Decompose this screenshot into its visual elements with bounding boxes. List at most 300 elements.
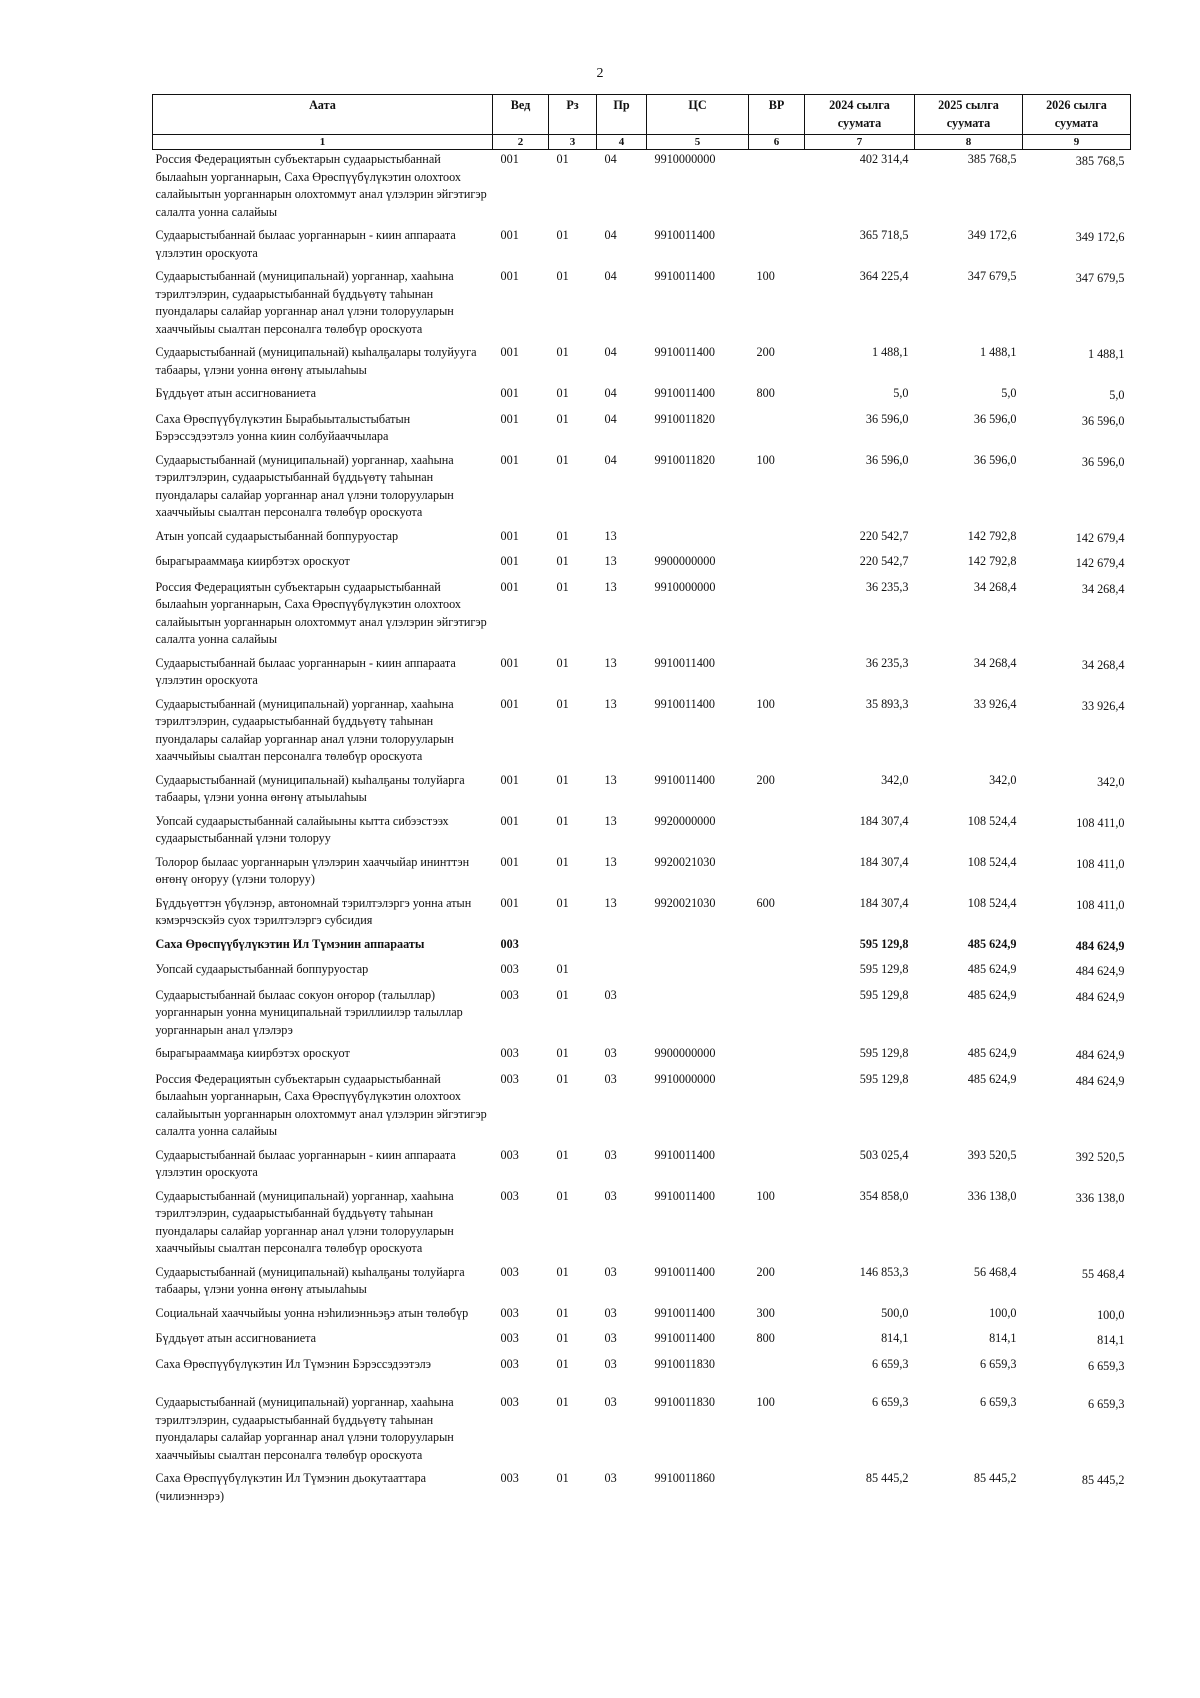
table-row: [153, 960, 1131, 986]
row-amount-2024: 814,1: [881, 1331, 909, 1345]
row-amount-2024: 595 129,8: [859, 962, 909, 976]
table-row: [153, 267, 1131, 343]
row-amount-2025: 108 524,4: [967, 895, 1017, 910]
row-amount-2025: 142 792,8: [967, 554, 1017, 568]
row-rz: 01: [556, 655, 569, 670]
row-pr: 04: [604, 345, 617, 359]
row-ved: 003: [500, 1331, 519, 1345]
row-cs: 9920000000: [654, 813, 716, 828]
row-ved: 001: [500, 528, 519, 543]
table-row: [153, 1044, 1131, 1070]
row-vr: 300: [756, 1305, 775, 1320]
row-vr: [749, 226, 805, 267]
row-cs: 9910011830: [654, 1395, 715, 1409]
row-amount-2025: 6 659,3: [979, 1395, 1017, 1409]
row-amount-2026: 1 488,1: [1087, 347, 1125, 361]
row-rz: 01: [556, 386, 569, 400]
row-vr: [749, 853, 805, 894]
row-pr: 13: [604, 579, 617, 594]
row-amount-2025: 393 520,5: [967, 1147, 1017, 1162]
row-vr: [749, 527, 805, 553]
row-ved: 003: [500, 1071, 519, 1086]
row-cs: 9910011820: [654, 452, 715, 467]
header-2024: 2024 сылга суумата: [805, 95, 915, 135]
row-name: Судаарыстыбаннай (муниципальнай) кыһалҕалары толуйууга табаары, үлэни уонна өҥөнү атыылаһыы: [155, 345, 477, 377]
row-amount-2026: 36 596,0: [1081, 454, 1125, 469]
row-amount-2026: 484 624,9: [1075, 1048, 1125, 1062]
row-pr: 03: [604, 1188, 617, 1203]
row-amount-2026: 385 768,5: [1075, 154, 1125, 168]
row-pr: 04: [604, 269, 617, 283]
row-rz: 01: [556, 772, 569, 787]
row-name: Саха Өрөспүүбүлүкэтин Ил Түмэнин дьокутааттара (чилиэннэрэ): [155, 1471, 426, 1503]
row-cs: 9910011400: [654, 228, 715, 242]
row-cs: 9900000000: [654, 554, 716, 568]
row-pr: 03: [604, 1046, 617, 1060]
row-name: Саха Өрөспүүбүлүкэтин Ил Түмэнин аппарааты: [155, 936, 425, 951]
row-amount-2026: 6 659,3: [1087, 1397, 1125, 1411]
row-pr: 13: [604, 696, 617, 711]
row-amount-2025: 385 768,5: [967, 152, 1017, 166]
row-vr: [749, 1469, 805, 1510]
table-row: [153, 226, 1131, 267]
row-pr: 03: [604, 1471, 617, 1485]
row-rz: 01: [556, 228, 569, 242]
row-cs: 9910000000: [654, 152, 716, 166]
row-ved: 003: [500, 1395, 519, 1409]
row-amount-2026: 108 411,0: [1076, 856, 1125, 871]
row-amount-2024: 354 858,0: [859, 1188, 909, 1203]
table-row: [153, 578, 1131, 654]
row-vr: [749, 935, 805, 961]
header-name: Аата: [153, 95, 493, 135]
row-amount-2025: 56 468,4: [973, 1264, 1017, 1279]
row-amount-2024: 402 314,4: [859, 152, 909, 166]
row-amount-2024: 184 307,4: [859, 813, 909, 828]
row-ved: 001: [500, 813, 519, 828]
row-amount-2026: 349 172,6: [1075, 230, 1125, 244]
row-vr: [749, 812, 805, 853]
row-cs: 9900000000: [654, 1046, 716, 1060]
row-ved: 001: [500, 554, 519, 568]
row-amount-2024: 6 659,3: [871, 1395, 909, 1409]
row-ved: 003: [500, 1264, 519, 1279]
row-pr: 13: [604, 554, 617, 568]
row-amount-2026: 142 679,4: [1075, 530, 1125, 545]
row-amount-2024: 595 129,8: [859, 1071, 909, 1086]
row-amount-2025: 34 268,4: [973, 655, 1017, 670]
row-amount-2024: 595 129,8: [859, 936, 909, 951]
row-cs: 9910011400: [654, 386, 715, 400]
row-ved: 003: [500, 1188, 519, 1203]
row-ved: 001: [500, 152, 519, 166]
table-row: [153, 1263, 1131, 1304]
row-amount-2024: 36 596,0: [865, 452, 909, 467]
row-ved: 001: [500, 579, 519, 594]
row-ved: 001: [500, 696, 519, 711]
row-name: Бүддьүөттэн үбүлэнэр, автономнай тэрилтэлэргэ уонна атын кэмэрчэскэйэ суох тэрилтэлэргэ субсидия: [155, 895, 472, 927]
row-amount-2025: 485 624,9: [967, 1046, 1017, 1060]
row-rz: 01: [556, 1264, 569, 1279]
row-cs: 9910000000: [654, 579, 716, 594]
row-amount-2025: 814,1: [989, 1331, 1017, 1345]
table-row: [153, 1329, 1131, 1355]
column-number: 8: [915, 135, 1023, 150]
column-number: 6: [749, 135, 805, 150]
row-vr: 100: [756, 1188, 775, 1203]
row-amount-2026: 5,0: [1109, 388, 1125, 402]
row-cs: 9910011400: [654, 1188, 715, 1203]
row-amount-2024: 35 893,3: [865, 696, 909, 711]
row-amount-2026: 6 659,3: [1087, 1358, 1125, 1373]
row-amount-2025: 34 268,4: [973, 579, 1017, 594]
row-amount-2024: 85 445,2: [865, 1471, 909, 1485]
row-name: Бүддьүөт атын ассигнованиета: [155, 386, 316, 400]
table-row: [153, 654, 1131, 695]
row-pr: 04: [604, 228, 617, 242]
row-amount-2026: 100,0: [1097, 1307, 1125, 1322]
row-ved: 003: [500, 1147, 519, 1162]
row-rz: 01: [556, 554, 569, 568]
row-name: Саха Өрөспүүбүлүкэтин Ил Түмэнин Бэрэссэдээтэлэ: [155, 1356, 431, 1371]
row-name: Судаарыстыбаннай (муниципальнай) уорганнар, хааһына тэрилтэлэрин, судаарыстыбаннай бүддьүөтү таһынан пуондалары салайар уорганнар анал үлэни толорууларын хааччыйыы сыалтан персоналга төлөбүр ороскуота: [155, 1188, 454, 1255]
row-amount-2024: 36 596,0: [865, 411, 909, 426]
row-pr: 13: [604, 895, 617, 910]
table-row: [153, 986, 1131, 1045]
row-rz: 01: [556, 895, 569, 910]
row-rz: 01: [556, 579, 569, 594]
row-amount-2026: 55 468,4: [1081, 1266, 1125, 1281]
header-vr: ВР: [749, 95, 805, 135]
row-name: Судаарыстыбаннай (муниципальнай) уорганнар, хааһына тэрилтэлэрин, судаарыстыбаннай бүддьүөтү таһынан пуондалары салайар уорганнар анал үлэни толорууларын хааччыйыы сыалтан персоналга төлөбүр ороскуота: [155, 452, 454, 519]
row-pr: 03: [604, 1395, 617, 1409]
row-cs: [647, 986, 749, 1045]
table-row: [153, 1355, 1131, 1394]
row-amount-2024: 365 718,5: [859, 228, 909, 242]
row-pr: 13: [604, 655, 617, 670]
row-pr: 13: [604, 528, 617, 543]
row-rz: 01: [556, 696, 569, 711]
row-amount-2026: 484 624,9: [1075, 989, 1125, 1004]
row-vr: [749, 960, 805, 986]
row-amount-2025: 6 659,3: [979, 1356, 1017, 1371]
row-name: Судаарыстыбаннай (муниципальнай) кыһалҕаны толуйарга табаары, үлэни уонна өҥөнү атыылаһыы: [155, 772, 465, 804]
row-name: Уопсай судаарыстыбаннай боппуруостар: [155, 962, 369, 976]
row-cs: 9920021030: [654, 854, 716, 869]
row-amount-2025: 485 624,9: [967, 962, 1017, 976]
row-amount-2026: 392 520,5: [1075, 1149, 1125, 1164]
row-amount-2025: 342,0: [989, 772, 1017, 787]
row-cs: 9910011820: [654, 411, 715, 426]
table-row: [153, 771, 1131, 812]
row-pr: 13: [604, 813, 617, 828]
row-cs: 9910000000: [654, 1071, 716, 1086]
table-row: [153, 150, 1131, 227]
row-vr: [749, 1355, 805, 1394]
row-vr: 100: [756, 1395, 775, 1409]
row-ved: 003: [500, 962, 519, 976]
row-amount-2026: 34 268,4: [1081, 581, 1125, 596]
row-vr: 200: [756, 772, 775, 787]
row-amount-2026: 108 411,0: [1076, 897, 1125, 912]
table-row: [153, 1070, 1131, 1146]
row-rz: 01: [556, 411, 569, 426]
row-amount-2026: 33 926,4: [1081, 698, 1125, 713]
row-name: Судаарыстыбаннай (муниципальнай) уорганнар, хааһына тэрилтэлэрин, судаарыстыбаннай бүддьүөтү таһынан пуондалары салайар уорганнар анал үлэни толорууларын хааччыйыы сыалтан персоналга төлөбүр ороскуота: [155, 696, 454, 763]
row-cs: 9910011400: [654, 655, 715, 670]
table-row: [153, 695, 1131, 771]
row-vr: [749, 1044, 805, 1070]
row-ved: 003: [500, 1471, 519, 1485]
row-ved: 001: [500, 854, 519, 869]
row-amount-2024: 220 542,7: [859, 554, 909, 568]
row-name: Россия Федерациятын субъектарын судаарыстыбаннай былааһын уорганнарын, Саха Өрөспүүбүлүкэтин олохтоох салайыытын уорганнарын олохтоммут анал үлэлэрин эйгэтигэр салалта уонна салайыы: [155, 152, 487, 219]
row-amount-2026: 36 596,0: [1081, 413, 1125, 428]
row-amount-2024: 146 853,3: [859, 1264, 909, 1279]
row-cs: 9920021030: [654, 895, 716, 910]
row-amount-2024: 595 129,8: [859, 987, 909, 1002]
row-vr: [749, 1070, 805, 1146]
row-pr: 03: [604, 1356, 617, 1371]
row-rz: 01: [556, 1395, 569, 1409]
table-row: [153, 451, 1131, 527]
row-ved: 001: [500, 269, 519, 283]
row-cs: 9910011400: [654, 1331, 715, 1345]
row-pr: 03: [604, 1147, 617, 1162]
row-amount-2026: 484 624,9: [1075, 964, 1125, 978]
row-name: Судаарыстыбаннай (муниципальнай) уорганнар, хааһына тэрилтэлэрин, судаарыстыбаннай бүддьүөтү таһынан пуондалары салайар уорганнар анал үлэни толорууларын хааччыйыы сыалтан персоналга төлөбүр ороскуота: [155, 269, 454, 336]
row-amount-2025: 485 624,9: [967, 987, 1017, 1002]
row-amount-2025: 100,0: [989, 1305, 1017, 1320]
table-row: [153, 812, 1131, 853]
row-rz: 01: [556, 1471, 569, 1485]
row-vr: 100: [756, 696, 775, 711]
header-rz: Рз: [549, 95, 597, 135]
row-amount-2025: 349 172,6: [967, 228, 1017, 242]
row-amount-2025: 336 138,0: [967, 1188, 1017, 1203]
row-vr: [749, 410, 805, 451]
row-amount-2024: 503 025,4: [859, 1147, 909, 1162]
table-row: [153, 1469, 1131, 1510]
row-amount-2024: 36 235,3: [865, 655, 909, 670]
row-cs: 9910011400: [654, 772, 715, 787]
row-pr: 04: [604, 152, 617, 166]
row-rz: 01: [556, 152, 569, 166]
row-ved: 003: [500, 1305, 519, 1320]
row-rz: 01: [556, 1356, 569, 1371]
row-name: Социальнай хааччыйыы уонна нэһилиэнньэҕэ атын төлөбүр: [155, 1305, 469, 1320]
row-amount-2025: 85 445,2: [973, 1471, 1017, 1485]
row-amount-2025: 142 792,8: [967, 528, 1017, 543]
column-number: 5: [647, 135, 749, 150]
row-rz: 01: [556, 1046, 569, 1060]
row-ved: 001: [500, 452, 519, 467]
row-name: Судаарыстыбаннай (муниципальнай) кыһалҕаны толуйарга табаары, үлэни уонна өҥөнү атыылаһыы: [155, 1264, 465, 1296]
row-ved: 003: [500, 936, 519, 951]
row-cs: [647, 527, 749, 553]
column-number: 4: [597, 135, 647, 150]
column-number-row: [153, 135, 1131, 150]
table-row: [153, 1146, 1131, 1187]
row-rz: 01: [556, 962, 569, 976]
row-amount-2024: 595 129,8: [859, 1046, 909, 1060]
row-vr: 100: [756, 452, 775, 467]
row-pr: 13: [604, 854, 617, 869]
table-row: [153, 894, 1131, 935]
row-cs: 9910011400: [654, 269, 715, 283]
row-vr: [749, 986, 805, 1045]
row-amount-2025: 108 524,4: [967, 813, 1017, 828]
row-vr: 800: [756, 1331, 775, 1345]
row-cs: 9910011400: [654, 1147, 715, 1162]
row-cs: 9910011400: [654, 696, 715, 711]
row-name: Россия Федерациятын субъектарын судаарыстыбаннай былааһын уорганнарын, Саха Өрөспүүбүлүкэтин олохтоох салайыытын уорганнарын олохтоммут анал үлэлэрин эйгэтигэр салалта уонна салайыы: [155, 579, 487, 646]
row-pr: [597, 935, 647, 961]
row-rz: 01: [556, 452, 569, 467]
row-rz: 01: [556, 1147, 569, 1162]
row-name: Уопсай судаарыстыбаннай салайыыны кытта сибээстээх судаарыстыбаннай үлэни толоруу: [155, 813, 449, 845]
row-amount-2025: 36 596,0: [973, 452, 1017, 467]
row-amount-2026: 484 624,9: [1075, 1073, 1125, 1088]
row-vr: 600: [756, 895, 775, 910]
row-amount-2026: 142 679,4: [1075, 556, 1125, 570]
row-amount-2025: 485 624,9: [967, 1071, 1017, 1086]
header-ved: Вед: [493, 95, 549, 135]
row-name: бырагырааммаҕа киирбэтэх ороскуот: [155, 1046, 350, 1060]
row-ved: 001: [500, 411, 519, 426]
row-ved: 001: [500, 386, 519, 400]
row-rz: 01: [556, 1305, 569, 1320]
row-pr: 04: [604, 411, 617, 426]
row-amount-2026: 85 445,2: [1081, 1473, 1125, 1487]
row-cs: 9910011400: [654, 1264, 715, 1279]
row-cs: 9910011830: [654, 1356, 715, 1371]
row-ved: 001: [500, 895, 519, 910]
table-row: [153, 384, 1131, 410]
row-vr: [749, 578, 805, 654]
row-name: Судаарыстыбаннай былаас уорганнарын - киин аппараата үлэлэтин ороскуота: [155, 1147, 456, 1179]
row-cs: [647, 960, 749, 986]
row-amount-2026: 814,1: [1097, 1333, 1125, 1347]
column-number: 3: [549, 135, 597, 150]
row-name: Саха Өрөспүүбүлүкэтин Бырабыыталыстыбатын Бэрэссэдээтэлэ уонна киин солбуйааччылара: [155, 411, 411, 443]
table-row: [153, 343, 1131, 384]
row-rz: 01: [556, 854, 569, 869]
row-name: Судаарыстыбаннай (муниципальнай) уорганнар, хааһына тэрилтэлэрин, судаарыстыбаннай бүддьүөтү таһынан пуондалары салайар уорганнар анал үлэни толорууларын хааччыйыы сыалтан персоналга төлөбүр ороскуота: [155, 1395, 454, 1462]
row-pr: 03: [604, 1331, 617, 1345]
row-rz: 01: [556, 987, 569, 1002]
row-ved: 003: [500, 1046, 519, 1060]
row-ved: 001: [500, 655, 519, 670]
row-ved: 001: [500, 228, 519, 242]
page-number: 2: [596, 66, 604, 81]
row-pr: 03: [604, 987, 617, 1002]
row-amount-2026: 336 138,0: [1075, 1190, 1125, 1205]
row-name: Судаарыстыбаннай былаас уорганнарын - киин аппараата үлэлэтин ороскуота: [155, 655, 456, 687]
row-amount-2024: 220 542,7: [859, 528, 909, 543]
row-vr: [749, 1146, 805, 1187]
row-cs: [647, 935, 749, 961]
row-amount-2024: 184 307,4: [859, 854, 909, 869]
row-amount-2025: 1 488,1: [979, 345, 1017, 359]
row-vr: [749, 654, 805, 695]
table-row: [153, 1187, 1131, 1263]
row-vr: 200: [756, 1264, 775, 1279]
table-row: [153, 552, 1131, 578]
row-amount-2024: 1 488,1: [871, 345, 909, 359]
row-amount-2026: 34 268,4: [1081, 657, 1125, 672]
row-pr: 03: [604, 1305, 617, 1320]
header-2025: 2025 сылга суумата: [915, 95, 1023, 135]
table-body: [153, 150, 1131, 1511]
row-vr: 200: [756, 345, 775, 359]
row-pr: 04: [604, 386, 617, 400]
row-cs: 9910011400: [654, 1305, 715, 1320]
row-amount-2026: 347 679,5: [1075, 271, 1125, 285]
table-row: [153, 410, 1131, 451]
table-row: [153, 1393, 1131, 1469]
budget-table: [152, 94, 1131, 1510]
row-amount-2024: 6 659,3: [871, 1356, 909, 1371]
row-ved: 001: [500, 772, 519, 787]
row-vr: 800: [756, 386, 775, 400]
row-amount-2024: 36 235,3: [865, 579, 909, 594]
row-amount-2026: 484 624,9: [1075, 938, 1125, 953]
row-rz: [549, 935, 597, 961]
row-rz: 01: [556, 1188, 569, 1203]
row-amount-2024: 5,0: [893, 386, 909, 400]
row-vr: [749, 552, 805, 578]
row-name: Толорор былаас уорганнарын үлэлэрин хааччыйар ининттэн өҥөнү оҥоруу (үлэни толоруу): [155, 854, 470, 886]
header-2026: 2026 сылга суумата: [1023, 95, 1131, 135]
table-row: [153, 853, 1131, 894]
row-ved: 003: [500, 987, 519, 1002]
row-name: Россия Федерациятын субъектарын судаарыстыбаннай былааһын уорганнарын, Саха Өрөспүүбүлүкэтин олохтоох салайыытын уорганнарын олохтоммут анал үлэлэрин эйгэтигэр салалта уонна салайыы: [155, 1071, 487, 1138]
row-amount-2025: 347 679,5: [967, 269, 1017, 283]
row-pr: 03: [604, 1264, 617, 1279]
header-pr: Пр: [597, 95, 647, 135]
row-amount-2026: 108 411,0: [1076, 815, 1125, 830]
row-rz: 01: [556, 269, 569, 283]
row-amount-2025: 108 524,4: [967, 854, 1017, 869]
budget-table-container: [152, 94, 1130, 1510]
row-rz: 01: [556, 813, 569, 828]
column-number: 7: [805, 135, 915, 150]
row-rz: 01: [556, 1071, 569, 1086]
header-row: [153, 95, 1131, 135]
row-amount-2026: 342,0: [1097, 774, 1125, 789]
column-number: 9: [1023, 135, 1131, 150]
row-pr: 13: [604, 772, 617, 787]
row-cs: 9910011860: [654, 1471, 715, 1485]
row-rz: 01: [556, 1331, 569, 1345]
row-vr: 100: [756, 269, 775, 283]
row-vr: [749, 150, 805, 227]
table-row: [153, 527, 1131, 553]
row-amount-2025: 36 596,0: [973, 411, 1017, 426]
row-amount-2025: 33 926,4: [973, 696, 1017, 711]
row-name: Судаарыстыбаннай былаас уорганнарын - киин аппараата үлэлэтин ороскуота: [155, 228, 456, 260]
row-name: Атын уопсай судаарыстыбаннай боппуруостар: [155, 528, 399, 543]
row-name: Судаарыстыбаннай былаас сокуон оҥорор (талыллар) уорганнарын уонна муниципальнай тэриллиилэр талыллар уорганнарын анал үлэлэрэ: [155, 987, 463, 1037]
column-number: 1: [153, 135, 493, 150]
table-row: [153, 935, 1131, 961]
row-cs: 9910011400: [654, 345, 715, 359]
row-ved: 003: [500, 1356, 519, 1371]
row-name: Бүддьүөт атын ассигнованиета: [155, 1331, 316, 1345]
row-amount-2025: 485 624,9: [967, 936, 1017, 951]
row-amount-2024: 342,0: [881, 772, 909, 787]
